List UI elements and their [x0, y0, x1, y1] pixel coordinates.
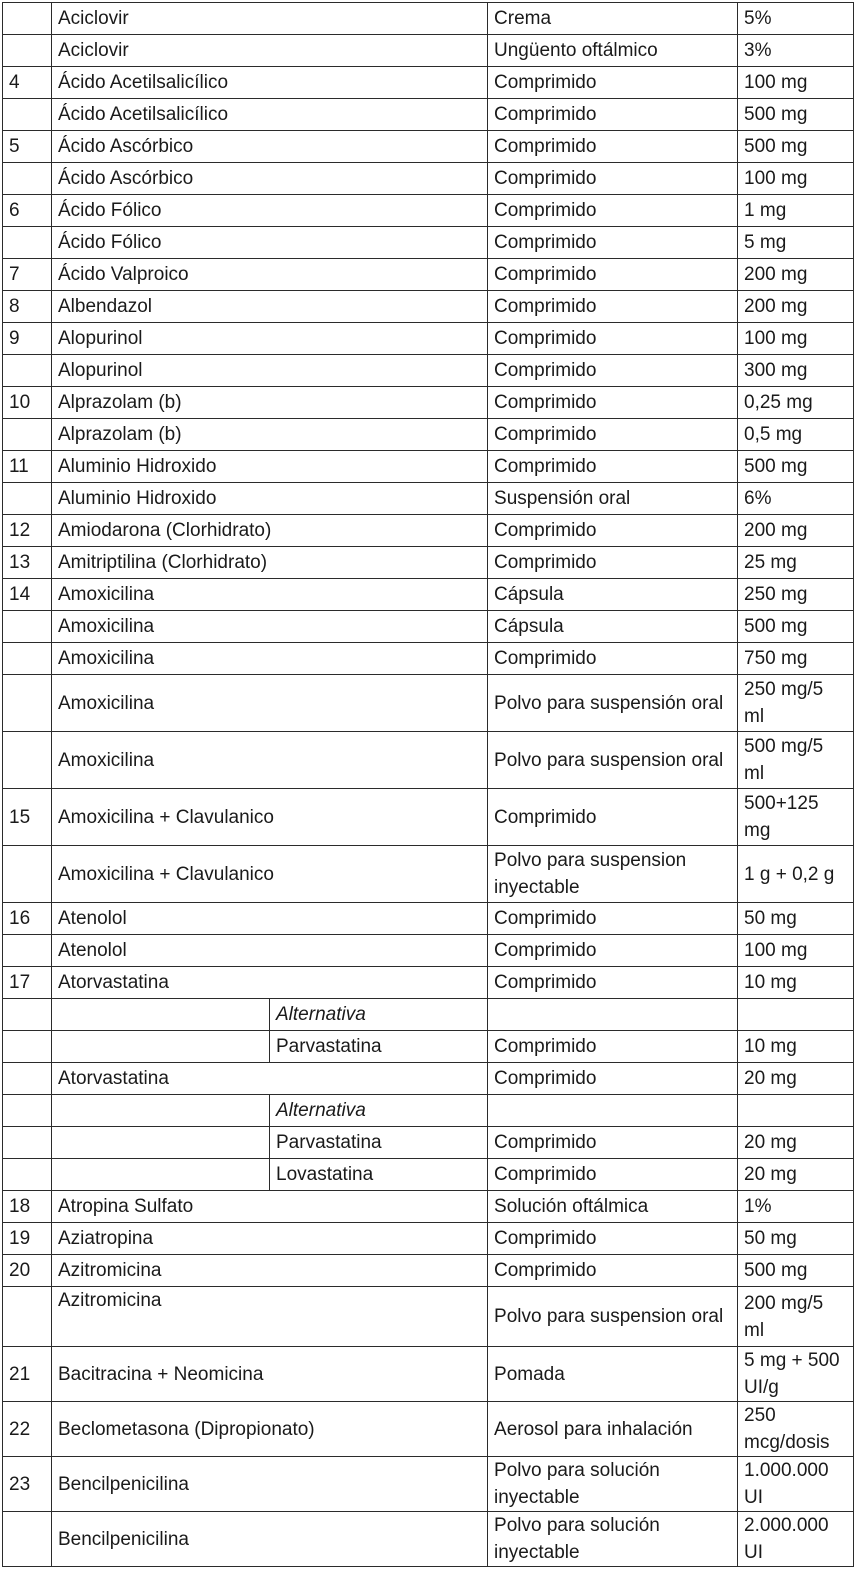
dosage-form-cell: Comprimido	[488, 967, 738, 999]
row-number-cell	[3, 611, 52, 643]
row-number-cell	[3, 3, 52, 35]
row-number-cell	[3, 1159, 52, 1191]
row-number-cell: 20	[3, 1255, 52, 1287]
drug-name-cell	[52, 999, 270, 1031]
concentration-cell: 500 mg/5 ml	[738, 732, 854, 789]
table-row	[3, 419, 854, 451]
row-number-cell: 11	[3, 451, 52, 483]
drug-name-cell: Amoxicilina	[52, 611, 488, 643]
drug-name-cell: Ácido Ascórbico	[52, 163, 488, 195]
concentration-cell: 5 mg	[738, 227, 854, 259]
row-number-cell	[3, 419, 52, 451]
drug-name-cell: Aciclovir	[52, 3, 488, 35]
table-row	[3, 999, 854, 1031]
row-number-cell	[3, 35, 52, 67]
dosage-form-cell: Comprimido	[488, 227, 738, 259]
concentration-cell: 250 mg/5 ml	[738, 675, 854, 732]
alternative-cell: Parvastatina	[270, 1127, 488, 1159]
row-number-cell: 22	[3, 1402, 52, 1457]
drug-name-cell: Amoxicilina + Clavulanico	[52, 789, 488, 846]
concentration-cell: 2.000.000 UI	[738, 1512, 854, 1567]
drug-name-cell	[52, 1159, 270, 1191]
row-number-cell	[3, 1127, 52, 1159]
table-row	[3, 1347, 854, 1402]
table-row	[3, 3, 854, 35]
concentration-cell: 200 mg	[738, 259, 854, 291]
drug-name-cell: Amoxicilina + Clavulanico	[52, 846, 488, 903]
alternative-cell: Lovastatina	[270, 1159, 488, 1191]
concentration-cell: 25 mg	[738, 547, 854, 579]
drug-name-cell: Alopurinol	[52, 355, 488, 387]
row-number-cell	[3, 355, 52, 387]
concentration-cell: 6%	[738, 483, 854, 515]
dosage-form-cell: Comprimido	[488, 1127, 738, 1159]
dosage-form-cell: Comprimido	[488, 99, 738, 131]
dosage-form-cell: Comprimido	[488, 195, 738, 227]
alternative-cell: Parvastatina	[270, 1031, 488, 1063]
concentration-cell: 200 mg	[738, 515, 854, 547]
concentration-cell	[738, 999, 854, 1031]
table-row	[3, 67, 854, 99]
concentration-cell: 20 mg	[738, 1127, 854, 1159]
row-number-cell: 9	[3, 323, 52, 355]
medicines-table	[2, 2, 854, 1567]
drug-name-cell	[52, 1127, 270, 1159]
dosage-form-cell: Comprimido	[488, 903, 738, 935]
table-row	[3, 1159, 854, 1191]
drug-name-cell: Bencilpenicilina	[52, 1512, 488, 1567]
row-number-cell	[3, 1512, 52, 1567]
drug-name-cell: Ácido Fólico	[52, 227, 488, 259]
row-number-cell: 14	[3, 579, 52, 611]
row-number-cell: 10	[3, 387, 52, 419]
table-row	[3, 323, 854, 355]
concentration-cell: 10 mg	[738, 967, 854, 999]
row-number-cell	[3, 1031, 52, 1063]
table-row	[3, 1063, 854, 1095]
drug-name-cell: Bacitracina + Neomicina	[52, 1347, 488, 1402]
dosage-form-cell: Comprimido	[488, 163, 738, 195]
dosage-form-cell: Cápsula	[488, 579, 738, 611]
table-row	[3, 451, 854, 483]
drug-name-cell: Alprazolam (b)	[52, 387, 488, 419]
dosage-form-cell: Comprimido	[488, 67, 738, 99]
drug-name-cell: Amiodarona (Clorhidrato)	[52, 515, 488, 547]
row-number-cell: 21	[3, 1347, 52, 1402]
table-row	[3, 1512, 854, 1567]
row-number-cell: 15	[3, 789, 52, 846]
row-number-cell: 19	[3, 1223, 52, 1255]
dosage-form-cell: Comprimido	[488, 419, 738, 451]
concentration-cell: 3%	[738, 35, 854, 67]
table-row	[3, 1223, 854, 1255]
table-row	[3, 789, 854, 846]
table-row	[3, 1191, 854, 1223]
drug-name-cell: Atenolol	[52, 935, 488, 967]
concentration-cell: 500 mg	[738, 1255, 854, 1287]
drug-name-cell: Aziatropina	[52, 1223, 488, 1255]
concentration-cell: 100 mg	[738, 163, 854, 195]
table-row	[3, 611, 854, 643]
concentration-cell: 20 mg	[738, 1159, 854, 1191]
dosage-form-cell	[488, 999, 738, 1031]
drug-name-cell: Amoxicilina	[52, 643, 488, 675]
dosage-form-cell: Comprimido	[488, 323, 738, 355]
drug-name-cell: Atorvastatina	[52, 967, 488, 999]
concentration-cell: 5 mg + 500 UI/g	[738, 1347, 854, 1402]
concentration-cell: 500 mg	[738, 131, 854, 163]
concentration-cell: 100 mg	[738, 67, 854, 99]
concentration-cell: 0,25 mg	[738, 387, 854, 419]
drug-name-cell: Amoxicilina	[52, 675, 488, 732]
table-row	[3, 1402, 854, 1457]
row-number-cell: 5	[3, 131, 52, 163]
dosage-form-cell: Comprimido	[488, 355, 738, 387]
dosage-form-cell: Comprimido	[488, 1223, 738, 1255]
row-number-cell	[3, 1063, 52, 1095]
row-number-cell	[3, 99, 52, 131]
dosage-form-cell: Comprimido	[488, 547, 738, 579]
table-row	[3, 903, 854, 935]
row-number-cell	[3, 163, 52, 195]
drug-name-cell: Aluminio Hidroxido	[52, 451, 488, 483]
drug-name-cell	[52, 1031, 270, 1063]
dosage-form-cell: Comprimido	[488, 1063, 738, 1095]
concentration-cell: 500+125 mg	[738, 789, 854, 846]
table-row	[3, 1031, 854, 1063]
drug-name-cell: Azitromicina	[52, 1287, 488, 1347]
dosage-form-cell: Comprimido	[488, 643, 738, 675]
table-row	[3, 935, 854, 967]
dosage-form-cell: Comprimido	[488, 515, 738, 547]
table-row	[3, 1255, 854, 1287]
concentration-cell: 1.000.000 UI	[738, 1457, 854, 1512]
concentration-cell: 50 mg	[738, 1223, 854, 1255]
table-row	[3, 643, 854, 675]
row-number-cell	[3, 483, 52, 515]
row-number-cell: 7	[3, 259, 52, 291]
concentration-cell: 1%	[738, 1191, 854, 1223]
table-row	[3, 163, 854, 195]
table-row	[3, 99, 854, 131]
dosage-form-cell: Polvo para suspensión oral	[488, 675, 738, 732]
row-number-cell: 17	[3, 967, 52, 999]
table-row	[3, 846, 854, 903]
drug-name-cell: Ácido Valproico	[52, 259, 488, 291]
dosage-form-cell: Polvo para solución inyectable	[488, 1512, 738, 1567]
concentration-cell: 5%	[738, 3, 854, 35]
drug-name-cell: Alopurinol	[52, 323, 488, 355]
drug-name-cell: Atorvastatina	[52, 1063, 488, 1095]
drug-name-cell: Bencilpenicilina	[52, 1457, 488, 1512]
table-row	[3, 515, 854, 547]
table-row	[3, 1127, 854, 1159]
dosage-form-cell: Comprimido	[488, 1255, 738, 1287]
dosage-form-cell: Pomada	[488, 1347, 738, 1402]
drug-name-cell: Amoxicilina	[52, 579, 488, 611]
drug-name-cell: Alprazolam (b)	[52, 419, 488, 451]
table-row	[3, 291, 854, 323]
dosage-form-cell: Solución oftálmica	[488, 1191, 738, 1223]
table-row	[3, 259, 854, 291]
row-number-cell	[3, 732, 52, 789]
drug-name-cell: Albendazol	[52, 291, 488, 323]
row-number-cell: 6	[3, 195, 52, 227]
table-row	[3, 227, 854, 259]
concentration-cell	[738, 1095, 854, 1127]
row-number-cell	[3, 999, 52, 1031]
concentration-cell: 20 mg	[738, 1063, 854, 1095]
row-number-cell: 23	[3, 1457, 52, 1512]
table-row	[3, 547, 854, 579]
drug-name-cell	[52, 1095, 270, 1127]
row-number-cell	[3, 643, 52, 675]
dosage-form-cell: Comprimido	[488, 1159, 738, 1191]
drug-name-cell: Ácido Acetilsalicílico	[52, 67, 488, 99]
dosage-form-cell: Polvo para solución inyectable	[488, 1457, 738, 1512]
table-row	[3, 967, 854, 999]
row-number-cell	[3, 846, 52, 903]
concentration-cell: 10 mg	[738, 1031, 854, 1063]
alternative-cell: Alternativa	[270, 999, 488, 1031]
row-number-cell: 4	[3, 67, 52, 99]
dosage-form-cell: Ungüento oftálmico	[488, 35, 738, 67]
table-row	[3, 1457, 854, 1512]
concentration-cell: 1 g + 0,2 g	[738, 846, 854, 903]
table-row	[3, 131, 854, 163]
dosage-form-cell: Polvo para suspension oral	[488, 1287, 738, 1347]
concentration-cell: 500 mg	[738, 99, 854, 131]
table-row	[3, 579, 854, 611]
concentration-cell: 300 mg	[738, 355, 854, 387]
drug-name-cell: Amitriptilina (Clorhidrato)	[52, 547, 488, 579]
dosage-form-cell: Cápsula	[488, 611, 738, 643]
concentration-cell: 1 mg	[738, 195, 854, 227]
drug-name-cell: Ácido Ascórbico	[52, 131, 488, 163]
table-row	[3, 1095, 854, 1127]
drug-name-cell: Azitromicina	[52, 1255, 488, 1287]
dosage-form-cell: Comprimido	[488, 131, 738, 163]
table-row	[3, 195, 854, 227]
table-row	[3, 732, 854, 789]
concentration-cell: 0,5 mg	[738, 419, 854, 451]
dosage-form-cell: Comprimido	[488, 935, 738, 967]
concentration-cell: 500 mg	[738, 451, 854, 483]
row-number-cell: 18	[3, 1191, 52, 1223]
drug-name-cell: Ácido Acetilsalicílico	[52, 99, 488, 131]
dosage-form-cell: Polvo para suspension inyectable	[488, 846, 738, 903]
table-row	[3, 387, 854, 419]
row-number-cell: 12	[3, 515, 52, 547]
dosage-form-cell: Comprimido	[488, 291, 738, 323]
alternative-cell: Alternativa	[270, 1095, 488, 1127]
dosage-form-cell: Polvo para suspension oral	[488, 732, 738, 789]
table-row	[3, 35, 854, 67]
row-number-cell	[3, 1095, 52, 1127]
concentration-cell: 250 mg	[738, 579, 854, 611]
dosage-form-cell: Comprimido	[488, 387, 738, 419]
row-number-cell: 13	[3, 547, 52, 579]
concentration-cell: 250 mcg/dosis	[738, 1402, 854, 1457]
table-row	[3, 483, 854, 515]
concentration-cell: 200 mg/5 ml	[738, 1287, 854, 1347]
dosage-form-cell: Comprimido	[488, 1031, 738, 1063]
row-number-cell: 16	[3, 903, 52, 935]
table-row	[3, 1287, 854, 1347]
drug-name-cell: Aciclovir	[52, 35, 488, 67]
row-number-cell	[3, 227, 52, 259]
concentration-cell: 50 mg	[738, 903, 854, 935]
drug-name-cell: Atenolol	[52, 903, 488, 935]
row-number-cell: 8	[3, 291, 52, 323]
concentration-cell: 100 mg	[738, 935, 854, 967]
dosage-form-cell: Suspensión oral	[488, 483, 738, 515]
dosage-form-cell: Aerosol para inhalación	[488, 1402, 738, 1457]
dosage-form-cell	[488, 1095, 738, 1127]
drug-name-cell: Ácido Fólico	[52, 195, 488, 227]
table-row	[3, 675, 854, 732]
concentration-cell: 100 mg	[738, 323, 854, 355]
dosage-form-cell: Crema	[488, 3, 738, 35]
row-number-cell	[3, 675, 52, 732]
table-row	[3, 355, 854, 387]
row-number-cell	[3, 935, 52, 967]
drug-name-cell: Beclometasona (Dipropionato)	[52, 1402, 488, 1457]
dosage-form-cell: Comprimido	[488, 259, 738, 291]
table-body	[3, 3, 854, 1567]
row-number-cell	[3, 1287, 52, 1347]
dosage-form-cell: Comprimido	[488, 789, 738, 846]
concentration-cell: 200 mg	[738, 291, 854, 323]
dosage-form-cell: Comprimido	[488, 451, 738, 483]
drug-name-cell: Amoxicilina	[52, 732, 488, 789]
concentration-cell: 500 mg	[738, 611, 854, 643]
drug-name-cell: Atropina Sulfato	[52, 1191, 488, 1223]
concentration-cell: 750 mg	[738, 643, 854, 675]
drug-name-cell: Aluminio Hidroxido	[52, 483, 488, 515]
